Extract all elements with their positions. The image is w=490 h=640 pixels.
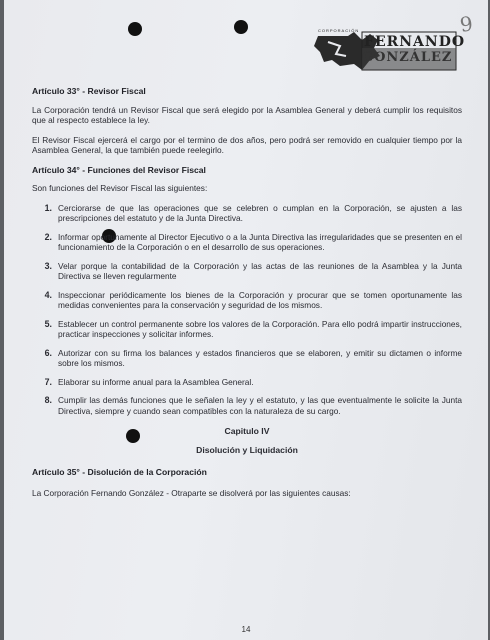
article-34-intro: Son funciones del Revisor Fiscal las siguientes: [32,183,208,193]
list-item [32,395,462,416]
article-33-paragraph-2: El Revisor Fiscal ejercerá el cargo por el termino de dos años, pero podrá ser removido en cualquier tiempo por la Asamblea General, la que también puede reelegirlo. [32,134,462,155]
article-34-heading: Artículo 34° - Funciones del Revisor Fiscal [32,164,206,175]
article-33-heading: Artículo 33° - Revisor Fiscal [32,86,146,96]
page-number: 14 [241,625,251,634]
document-page [4,0,488,640]
list-item-text: Cerciorarse de que las operaciones que se celebren o cumplan en la Corporación, se ajusten a las prescripciones del estatuto y de la Junta Directiva. [58,202,462,223]
logo-top-text: CORPORACIÓN [318,28,360,33]
chapter-title: Capitulo IV [224,426,270,436]
list-item-number: 6. [44,347,52,358]
article-35-heading: Artículo 35° - Disolución de la Corporación [32,467,207,477]
list-item-text: Cumplir las demás funciones que le señalen la ley y el estatuto, y las que eventualmente le solicite la Junta Directiva, siempre y cuando sean compatibles con la naturaleza de su cargo. [58,395,462,416]
list-item-number: 8. [44,395,52,405]
corporation-logo [310,26,466,74]
article-35-paragraph-1: La Corporación Fernando González - Otraparte se disolverá por las siguientes causas: [32,487,351,498]
list-item-number: 7. [44,376,52,387]
list-item [32,232,462,253]
list-item-number: 4. [44,289,52,300]
list-item-text: Autorizar con su firma los balances y estados financieros que se elaboren, y emitir su dictamen o informe sobre los mismos. [58,347,462,368]
list-item-number: 2. [44,231,52,242]
list-item-text: Elaborar su informe anual para la Asamblea General. [58,376,254,387]
functions-list [32,203,462,417]
list-item [32,290,462,311]
list-item [32,203,462,224]
punch-hole [128,22,142,36]
article-33-paragraph-1: La Corporación tendrá un Revisor Fiscal que será elegido por la Asamblea General y deberá cumplir los requisitos que al respecto establece la ley. [32,104,462,125]
document-body [32,86,462,507]
list-item [32,319,462,340]
list-item-text: Inspeccionar periódicamente los bienes de la Corporación y procurar que se tomen oportunamente las medidas convenientes para la conservación y seguridad de los mismos. [58,289,462,310]
chapter-subtitle: Disolución y Liquidación [196,444,298,455]
list-item-number: 3. [44,260,52,271]
list-item-text: Velar porque la contabilidad de la Corporación y las actas de las reuniones de la Asamblea y la Junta Directiva se lleven regularmente [58,260,462,281]
punch-hole [234,20,248,34]
list-item [32,377,462,388]
list-item-text: Establecer un control permanente sobre los valores de la Corporación. Para ello podrá impartir instrucciones, practicar inspecciones y solicitar informes. [58,318,462,339]
logo-word-gonzalez: GONZÁLEZ [362,50,453,65]
list-item [32,261,462,282]
handwritten-page-mark: 9 [458,11,475,37]
list-item-number: 1. [44,202,52,213]
logo-word-fernando: FERNANDO [364,34,466,50]
list-item [32,348,462,369]
list-item-number: 5. [44,318,52,329]
list-item-text: Informar oportunamente al Director Ejecutivo o a la Junta Directiva las irregularidades que se presenten en el funcionamiento de la Corporación o en el desarrollo de sus operaciones. [58,231,462,252]
